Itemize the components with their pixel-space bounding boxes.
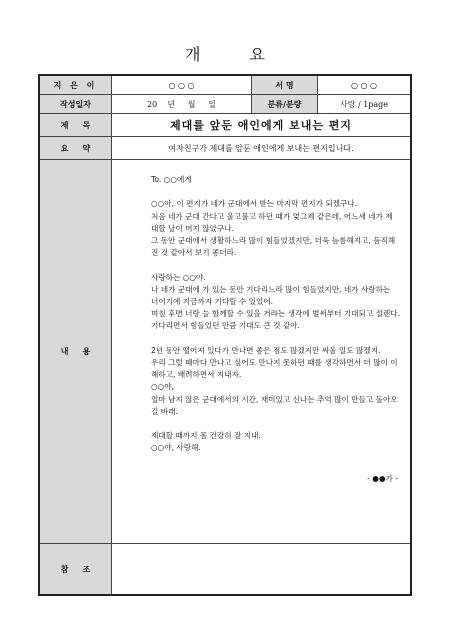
- reference-label: 참 조: [40, 544, 112, 594]
- document-title: 개 요: [185, 45, 287, 64]
- content-row: [40, 160, 410, 544]
- summary-row: [40, 137, 410, 160]
- summary-form: [38, 74, 412, 596]
- letter-line: To. ○○에게: [151, 175, 192, 184]
- letter-text: [151, 174, 402, 485]
- date-label: 작성일자: [40, 95, 112, 113]
- reference-value: [112, 544, 410, 594]
- author-row: [40, 76, 410, 95]
- letter-line: 너이기에 지금까지 기다릴 수 있었어.: [151, 297, 274, 306]
- letter-blank-line: [151, 418, 402, 430]
- letter-blank-line: [151, 333, 402, 345]
- letter-line: 처음 네가 군대 간다고 울고불고 하던 때가 엊그제 같은데, 어느새 네가 제: [151, 211, 393, 221]
- content-body: [112, 160, 410, 543]
- letter-line: 대할 날이 머지 않았구나.: [151, 223, 235, 233]
- author-value: ○ ○ ○: [112, 76, 252, 94]
- letter-blank-line: [151, 186, 402, 198]
- letter-line: 제대할 때까지 몸 건강히 잘 지내.: [151, 431, 261, 441]
- letter-line: 얼마 남지 않은 군대에서의 시간, 재미있고 신나는 추억 많이 만들고 돌아오: [151, 394, 398, 404]
- letter-line: ○○야, 사랑해.: [151, 443, 201, 453]
- reference-row: [40, 544, 410, 594]
- letter-line: 사랑하는 ○○야.: [151, 272, 206, 282]
- letter-line: 며칠 후면 너랑 늘 함께할 수 있을 거라는 생각에 벌써부터 기대되고 설렌다.: [151, 309, 401, 319]
- subject-row: [40, 114, 410, 137]
- letter-line: 2년 동안 떨어져 있다가 만나면 좋은 점도 많겠지만 싸울 일도 많겠지.: [151, 345, 381, 355]
- letter-blank-line: [151, 259, 402, 271]
- letter-line: 그 동안 군대에서 생활하느라 많이 힘들었겠지만, 더욱 늠름해지고, 듬직해: [151, 236, 396, 245]
- date-value: 20 년 월 일: [112, 95, 252, 113]
- date-row: [40, 95, 410, 114]
- letter-line: 해하고, 배려하면서 지내자.: [151, 370, 242, 380]
- letter-line: 나 네가 군대에 가 있는 동안 기다리느라 많이 힘들었지만, 네가 사랑하는: [151, 284, 391, 294]
- category-label: 분류/분량: [252, 95, 318, 113]
- category-value: 사랑 / 1page: [339, 99, 389, 109]
- author-label: 지 은 이: [40, 76, 112, 94]
- letter-line: ○○아, 이 편지가 네가 군대에서 받는 마지막 편지가 되겠구나.: [151, 199, 358, 209]
- letter-closing: - ●●가 -: [367, 473, 398, 483]
- subject-value: 제대를 앞둔 애인에게 보내는 편지: [169, 119, 353, 132]
- letter-line: ○○야,: [151, 382, 175, 392]
- summary-value: 여자친구가 제대를 앞둔 애인에게 보내는 편지입니다.: [168, 143, 354, 153]
- letter-line: 기다리면서 힘들었던 만큼 기대도 큰 것 같아.: [151, 321, 300, 331]
- letter-line: 우리 그럴 때마다 만나고 싶어도 만나지 못하던 때를 생각하면서 더 많이 이: [151, 358, 398, 367]
- letter-line: 진 것 같아서 보기 좋더라.: [151, 248, 237, 258]
- letter-line: 길 바래.: [151, 406, 178, 416]
- content-label: 내 용: [40, 160, 112, 543]
- signature-label: 서 명: [252, 76, 318, 94]
- subject-label: 제 목: [40, 114, 112, 136]
- signature-value: ○ ○ ○: [350, 80, 378, 90]
- summary-label: 요 약: [40, 137, 112, 159]
